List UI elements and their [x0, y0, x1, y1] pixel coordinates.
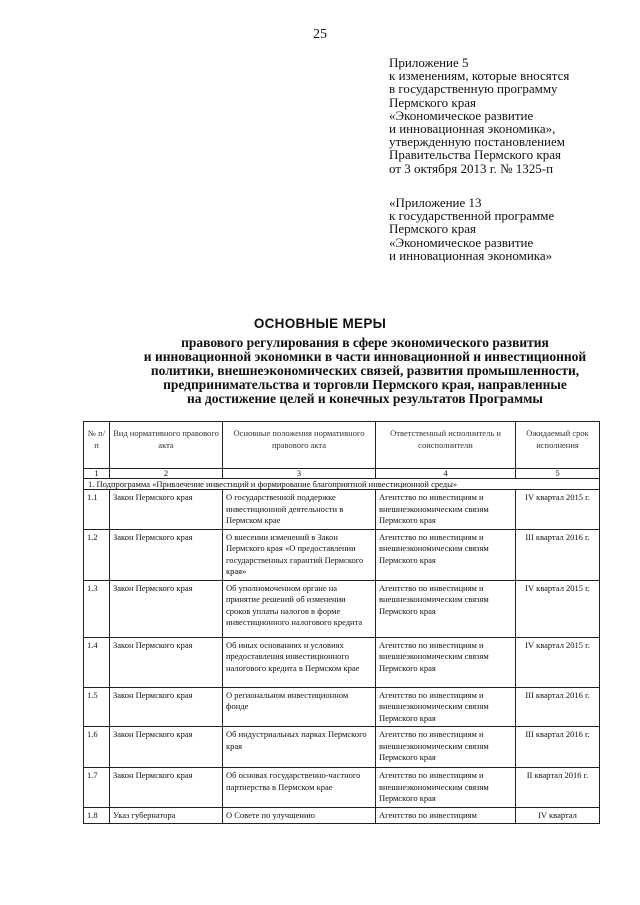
table-row — [84, 490, 600, 530]
section-row — [84, 479, 600, 490]
row-executor: Агентство по инвестициям и внешнеэкономическим связям Пермского края — [376, 768, 516, 808]
header-term: Ожидаемый срок исполнения — [516, 422, 600, 469]
column-numbers-row — [84, 469, 600, 479]
subtitle-line: предпринимательства и торговли Пермского края, направленные — [163, 377, 567, 392]
row-content: О государственной поддержке инвестиционной деятельности в Пермском крае — [223, 490, 376, 530]
table-row — [84, 727, 600, 768]
row-content: Об уполномоченном органе на принятие решений об изменении сроков уплаты налогов в форме инвестиционного налогового кредита — [223, 580, 376, 637]
annex-line: Пермского края — [389, 221, 476, 237]
appendix-line: Приложение 5 — [389, 55, 469, 70]
header-content: Основные положения нормативного правового акта — [223, 422, 376, 469]
column-number: 5 — [516, 469, 600, 479]
subtitle-line: и инновационной экономики в части инновационной и инвестиционной — [143, 349, 587, 364]
row-content: Об иных основаниях и условиях предоставления инвестиционного налогового кредита в Пермском крае — [223, 637, 376, 687]
row-number: 1.3 — [84, 580, 110, 637]
appendix-5-block — [389, 56, 569, 175]
annex-line: «Экономическое развитие — [389, 234, 534, 250]
table-row — [84, 580, 600, 637]
row-act-type: Указ губернатора — [110, 807, 223, 824]
row-term: III квартал 2016 г. — [516, 529, 600, 580]
table-row — [84, 529, 600, 580]
subtitle-line: политики, внешнеэкономических связей, развития промышленности, — [150, 363, 580, 378]
appendix-line: в государственную программу — [389, 81, 558, 97]
column-number: 4 — [376, 469, 516, 479]
appendix-line: Правительства Пермского края — [389, 147, 561, 163]
column-number: 2 — [110, 469, 223, 479]
appendix-line: утвержденную постановлением — [389, 134, 566, 150]
header-act-type: Вид нормативного правового акта — [110, 422, 223, 469]
row-number: 1.1 — [84, 490, 110, 530]
row-content: Об основах государственно-частного партнерства в Пермском крае — [223, 768, 376, 808]
row-executor: Агентство по инвестициям и внешнеэкономическим связям Пермского края — [376, 580, 516, 637]
row-number: 1.5 — [84, 687, 110, 727]
table-row — [84, 768, 600, 808]
column-number: 1 — [84, 469, 110, 479]
row-content: О внесении изменений в Закон Пермского края «О предоставлении государственных гарантий Пермского края» — [223, 529, 376, 580]
row-executor: Агентство по инвестициям и внешнеэкономическим связям Пермского края — [376, 490, 516, 530]
document-title: ОСНОВНЫЕ МЕРЫ — [253, 316, 387, 331]
measures-table — [83, 421, 600, 824]
row-act-type: Закон Пермского края — [110, 637, 223, 687]
column-number: 3 — [223, 469, 376, 479]
annex-line: и инновационная экономика» — [389, 247, 553, 263]
row-act-type: Закон Пермского края — [110, 580, 223, 637]
appendix-line: от 3 октября 2013 г. № 1325-п — [389, 160, 554, 176]
row-act-type: Закон Пермского края — [110, 529, 223, 580]
annex-line: к государственной программе — [389, 208, 555, 224]
row-term: IV квартал — [516, 807, 600, 824]
appendix-line: Пермского края — [389, 94, 476, 110]
row-term: IV квартал 2015 г. — [516, 580, 600, 637]
row-term: III квартал 2016 г. — [516, 687, 600, 727]
row-term: IV квартал 2015 г. — [516, 490, 600, 530]
subtitle-line: на достижение целей и конечных результатов Программы — [187, 391, 543, 406]
row-content: О региональном инвестиционном фонде — [223, 687, 376, 727]
appendix-line: к изменениям, которые вносятся — [389, 68, 570, 84]
row-executor: Агентство по инвестициям и внешнеэкономическим связям Пермского края — [376, 637, 516, 687]
table-row — [84, 687, 600, 727]
page-number: 25 — [313, 27, 327, 42]
row-number: 1.7 — [84, 768, 110, 808]
document-subtitle — [60, 336, 640, 406]
table-row — [84, 807, 600, 824]
header-number: № п/п — [84, 422, 110, 469]
row-act-type: Закон Пермского края — [110, 490, 223, 530]
row-number: 1.8 — [84, 807, 110, 824]
row-executor: Агентство по инвестициям и внешнеэкономическим связям Пермского края — [376, 727, 516, 768]
row-content: О Совете по улучшению — [223, 807, 376, 824]
row-term: IV квартал 2015 г. — [516, 637, 600, 687]
row-content: Об индустриальных парках Пермского края — [223, 727, 376, 768]
table-header-row — [84, 422, 600, 469]
row-act-type: Закон Пермского края — [110, 727, 223, 768]
row-executor: Агентство по инвестициям — [376, 807, 516, 824]
table-row — [84, 637, 600, 687]
header-executor: Ответственный исполнитель и соисполнители — [376, 422, 516, 469]
appendix-line: «Экономическое развитие — [389, 107, 534, 123]
row-executor: Агентство по инвестициям и внешнеэкономическим связям Пермского края — [376, 529, 516, 580]
annex-13-block — [389, 196, 554, 262]
appendix-line: и инновационная экономика», — [389, 121, 556, 137]
row-act-type: Закон Пермского края — [110, 768, 223, 808]
row-act-type: Закон Пермского края — [110, 687, 223, 727]
row-term: II квартал 2016 г. — [516, 768, 600, 808]
row-executor: Агентство по инвестициям и внешнеэкономическим связям Пермского края — [376, 687, 516, 727]
row-number: 1.4 — [84, 637, 110, 687]
annex-line: «Приложение 13 — [389, 195, 482, 210]
row-number: 1.2 — [84, 529, 110, 580]
row-term: III квартал 2016 г. — [516, 727, 600, 768]
section-title: 1. Подпрограмма «Привлечение инвестиций и формирование благоприятной инвестиционной среды» — [84, 479, 600, 490]
subtitle-line: правового регулирования в сфере экономического развития — [181, 335, 549, 350]
row-number: 1.6 — [84, 727, 110, 768]
